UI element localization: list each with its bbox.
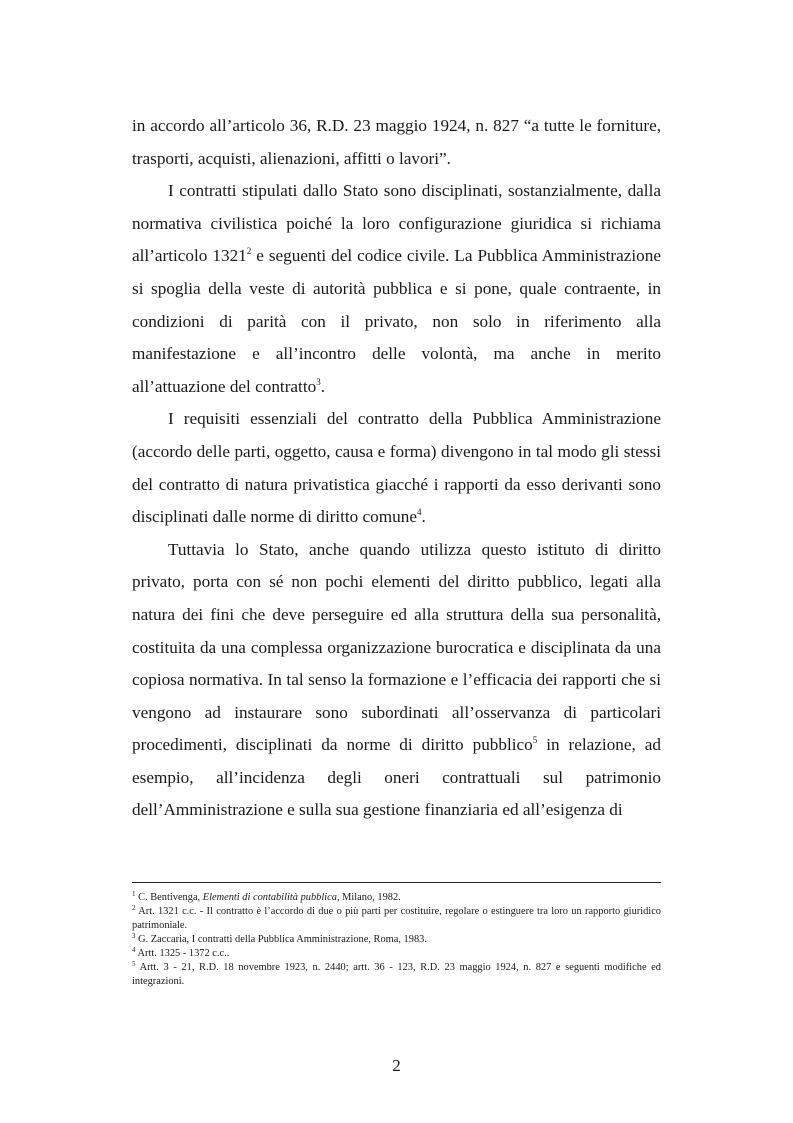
footnote-number: 5 — [132, 960, 136, 968]
footnote-number: 1 — [132, 890, 136, 898]
footnote-text: Artt. 3 - 21, R.D. 18 novembre 1923, n. 2440; artt. 36 - 123, R.D. 23 maggio 1924, n. 827 e seguenti modifiche ed integrazioni. — [132, 962, 661, 987]
footnote-5 — [132, 961, 661, 989]
footnote-number: 3 — [132, 932, 136, 940]
footnote-title: Elementi di contabilità pubblica — [202, 892, 337, 903]
paragraph-2-text-a: I contratti stipulati dallo Stato sono disciplinati, sostanzialmente, dalla normativa civilistica poiché la loro configurazione giuridica si richiama all’articolo 1321 — [132, 181, 661, 266]
footnote-ref-4[interactable]: 4 — [416, 507, 422, 518]
footnote-separator — [132, 882, 661, 883]
footnote-ref-5[interactable]: 5 — [532, 735, 538, 746]
paragraph-4 — [132, 534, 661, 827]
footnote-ref-2[interactable]: 2 — [246, 246, 252, 257]
paragraph-2 — [132, 175, 661, 403]
paragraph-4-text-a: Tuttavia lo Stato, anche quando utilizza questo istituto di diritto privato, porta con sé non pochi elementi del diritto pubblico, legati alla natura dei fini che deve perseguire ed alla struttura della sua personalità, costituita da una complessa organizzazione burocratica e disciplinata da una copiosa normativa. In tal senso la formazione e l’efficacia dei rapporti che si vengono ad instaurare sono subordinati all’osservanza di particolari procedimenti, disciplinati da norme di diritto pubblico — [132, 539, 661, 755]
footnote-4 — [132, 947, 661, 961]
footnote-text: Artt. 1325 - 1372 c.c.. — [137, 948, 230, 959]
paragraph-2-text-c: . — [320, 376, 326, 396]
footnotes — [132, 891, 661, 989]
paragraph-3 — [132, 403, 661, 533]
paragraph-3-text-b: . — [421, 507, 426, 527]
paragraph-3-text-a: I requisiti essenziali del contratto della Pubblica Amministrazione (accordo delle parti, oggetto, causa e forma) divengono in tal modo gli stessi del contratto di natura privatistica giacché i rapporti da esso derivanti sono disciplinati dalle norme di diritto comune — [132, 409, 661, 527]
paragraph-1 — [132, 110, 661, 175]
paragraph-1-text: in accordo all’articolo 36, R.D. 23 maggio 1924, n. 827 “a tutte le forniture, trasporti, acquisti, alienazioni, affitti o lavori”. — [132, 116, 661, 168]
footnote-number: 2 — [132, 904, 136, 912]
page-number: 2 — [392, 1056, 401, 1075]
footnote-ref-3[interactable]: 3 — [316, 376, 321, 387]
footnote-text: C. Bentivenga, — [138, 892, 203, 903]
footnote-2 — [132, 905, 661, 933]
body-text — [132, 110, 661, 827]
footnote-3 — [132, 933, 661, 947]
footnote-text: Art. 1321 c.c. - Il contratto è l’accordo di due o più parti per costituire, regolare o estinguere tra loro un rapporto giuridico patrimoniale. — [132, 906, 661, 931]
footnote-text: , Milano, 1982. — [336, 892, 401, 903]
paragraph-4-text-b: in relazione, ad esempio, all’incidenza degli oneri contrattuali sul patrimonio dell’Amministrazione e sulla sua gestione finanziaria ed all’esigenza di — [132, 735, 661, 820]
footnote-number: 4 — [132, 946, 136, 954]
footnote-text: G. Zaccaria, I contratti della Pubblica Amministrazione, Roma, 1983. — [138, 934, 427, 945]
footnote-1 — [132, 891, 661, 905]
paragraph-2-text-b: e seguenti del codice civile. La Pubblica Amministrazione si spoglia della veste di autorità pubblica e si pone, quale contraente, in condizioni di parità con il privato, non solo in riferimento alla manifestazione e all’incontro delle volontà, ma anche in merito all’attuazione del contratto — [132, 246, 661, 396]
